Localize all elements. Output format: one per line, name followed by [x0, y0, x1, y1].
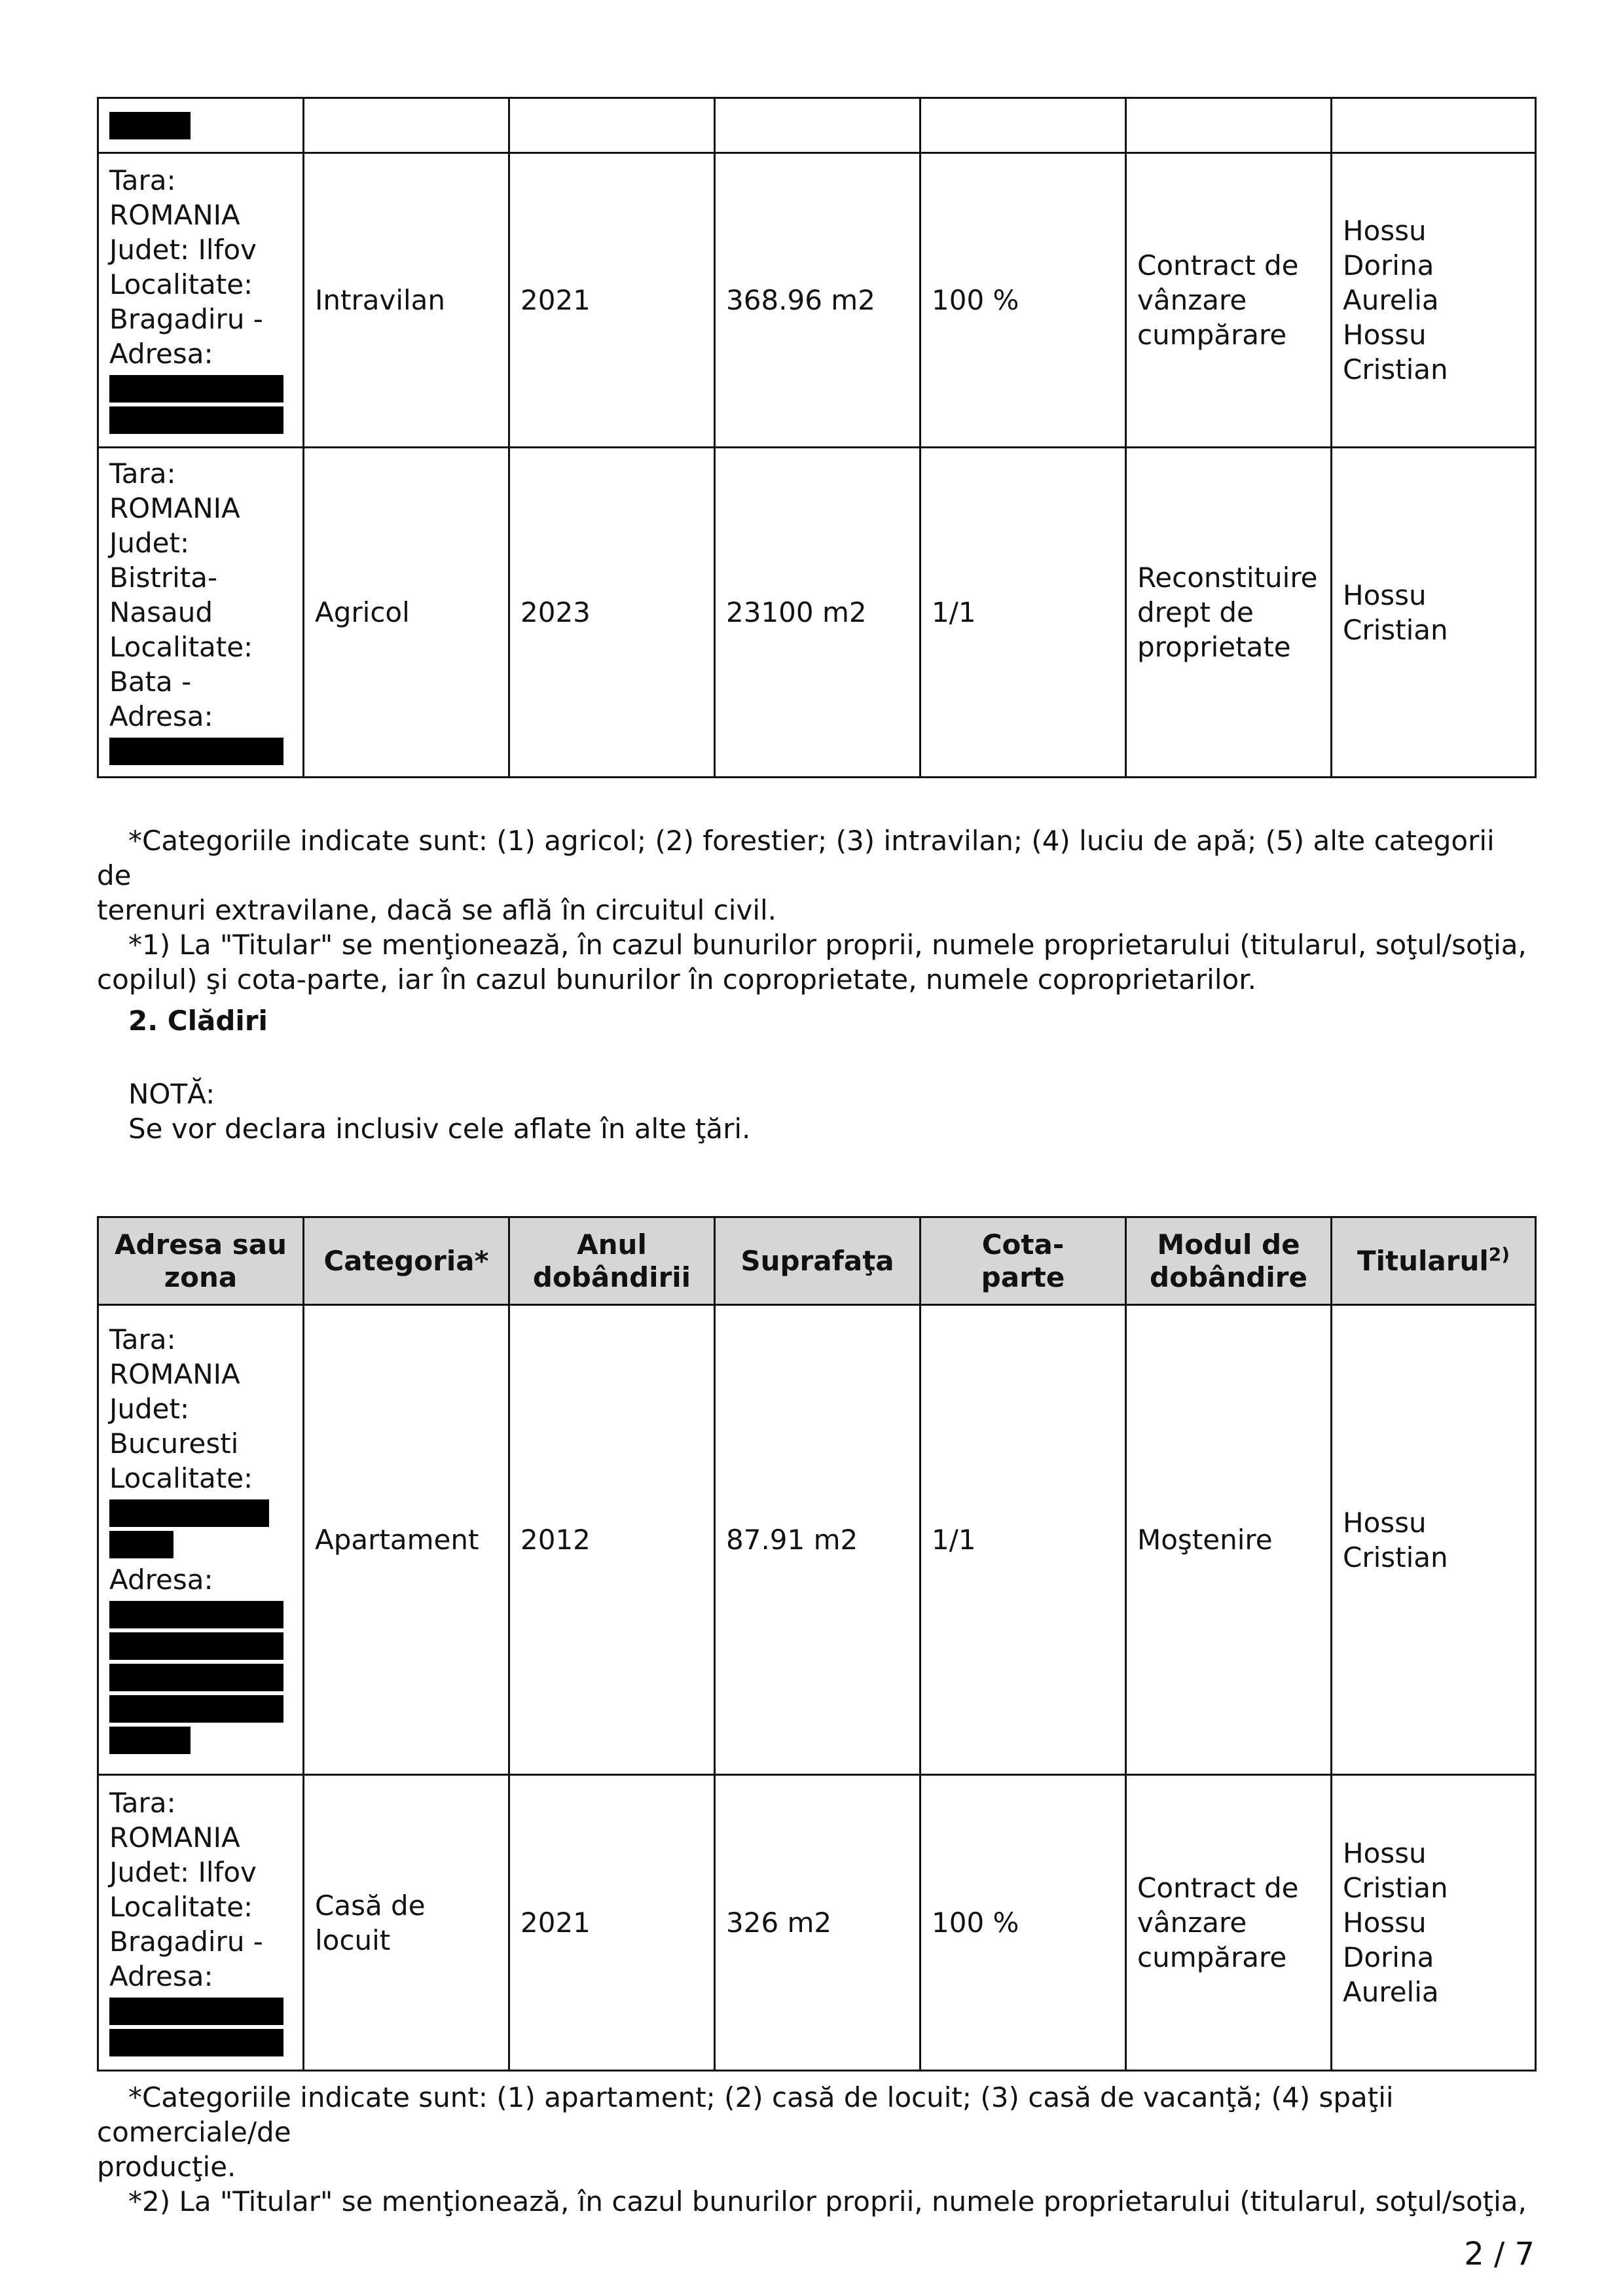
holder-line: Dorina: [1343, 249, 1434, 281]
note-line: terenuri extravilane, dacă se află în circuitul civil.: [97, 894, 777, 926]
holder-line: Cristian: [1343, 1541, 1448, 1573]
mode-cell: [1126, 1305, 1332, 1775]
year-cell: [509, 98, 715, 153]
header-share: [921, 1217, 1126, 1305]
redacted-block: [109, 375, 283, 403]
note-line: *1) La "Titular" se menţionează, în cazul bunurilor proprii, numele proprietarului (titularul, soţul/soţia,: [128, 929, 1527, 961]
address-line: ROMANIA: [109, 198, 240, 231]
header-text: parte: [981, 1261, 1065, 1293]
holder-line: Hossu: [1343, 579, 1427, 611]
header-area: Suprafaţa: [715, 1217, 921, 1305]
redacted-block: [109, 1531, 173, 1558]
holder-cell: [1332, 1775, 1536, 2071]
category-cell: Intravilan: [304, 153, 509, 448]
holder-line: Cristian: [1343, 353, 1448, 386]
holder-line: Aurelia: [1343, 284, 1439, 316]
table-row: [98, 153, 1536, 448]
mode-line: vânzare: [1137, 1907, 1247, 1939]
section-title: 2. Clădiri: [128, 1005, 268, 1037]
note-line: *Categoriile indicate sunt: (1) agricol; (2) forestier; (3) intravilan; (4) luciu de apă; (5) alte categorii de: [97, 825, 1495, 891]
area-cell: 368.96 m2: [715, 153, 921, 448]
holder-line: Hossu: [1343, 319, 1427, 351]
note-line: *2) La "Titular" se menţionează, în cazul bunurilor proprii, numele proprietarului (titularul, soţul/soţia,: [128, 2185, 1527, 2217]
redacted-block: [109, 1727, 191, 1754]
holder-line: Hossu: [1343, 215, 1427, 247]
address-line: Bata -: [109, 665, 192, 698]
year-cell: 2023: [509, 448, 715, 778]
mode-line: Contract de: [1137, 1872, 1299, 1904]
holder-line: Aurelia: [1343, 1976, 1439, 2008]
address-line: Adresa:: [109, 1563, 213, 1596]
year-cell: 2012: [509, 1305, 715, 1775]
redacted-block: [109, 1998, 283, 2025]
table-header-row: [98, 1217, 1536, 1305]
nota-text: Se vor declara inclusiv cele aflate în alte ţări.: [128, 1113, 751, 1145]
mode-line: drept de: [1137, 596, 1254, 628]
redacted-block: [109, 406, 283, 434]
holder-line: Hossu: [1343, 1506, 1427, 1539]
address-line: ROMANIA: [109, 1821, 240, 1854]
header-text: Anul: [577, 1228, 647, 1261]
mode-cell: [1126, 448, 1332, 778]
table-row: [98, 1305, 1536, 1775]
header-text: dobândire: [1150, 1261, 1307, 1293]
header-text: Titularul: [1357, 1244, 1489, 1277]
category-cell: [304, 98, 509, 153]
share-cell: 100 %: [921, 153, 1126, 448]
mode-cell: [1126, 98, 1332, 153]
category-line: Casă de: [315, 1889, 426, 1922]
mode-line: cumpărare: [1137, 319, 1287, 351]
address-line: Bistrita-: [109, 561, 218, 594]
table-row: [98, 448, 1536, 778]
address-line: Tara:: [109, 1786, 176, 1819]
address-line: Bragadiru -: [109, 1925, 263, 1958]
page-number: 2 / 7: [1464, 2236, 1535, 2272]
address-line: Adresa:: [109, 337, 213, 370]
share-cell: [921, 98, 1126, 153]
mode-line: vânzare: [1137, 284, 1247, 316]
address-line: Judet:: [109, 1392, 190, 1425]
building-notes: [97, 2080, 1535, 2219]
redacted-block: [109, 2029, 283, 2056]
address-line: Localitate:: [109, 1890, 253, 1923]
holder-cell: [1332, 448, 1536, 778]
header-text: Cota-: [981, 1228, 1065, 1261]
category-cell: [304, 1775, 509, 2071]
holder-line: Hossu: [1343, 1907, 1427, 1939]
header-mode: [1126, 1217, 1332, 1305]
address-line: Judet: Ilfov: [109, 233, 257, 266]
holder-line: Dorina: [1343, 1941, 1434, 1973]
holder-line: Cristian: [1343, 1872, 1448, 1904]
note-line: producţie.: [97, 2151, 236, 2183]
address-line: Localitate:: [109, 268, 253, 300]
nota-label: NOTĂ:: [128, 1078, 215, 1110]
year-cell: 2021: [509, 153, 715, 448]
address-line: Tara:: [109, 1323, 176, 1355]
mode-cell: [1126, 153, 1332, 448]
holder-cell: [1332, 98, 1536, 153]
redacted-block: [109, 1632, 283, 1660]
address-line: Judet: Ilfov: [109, 1856, 257, 1888]
footnote-marker: 2): [1488, 1243, 1510, 1265]
header-year: [509, 1217, 715, 1305]
address-cell: [98, 1305, 304, 1775]
table-row: [98, 1775, 1536, 2071]
mode-line: Reconstituire: [1137, 562, 1318, 594]
address-line: Tara:: [109, 164, 176, 196]
year-cell: 2021: [509, 1775, 715, 2071]
address-line: Localitate:: [109, 630, 253, 663]
header-text: Modul de: [1157, 1228, 1300, 1261]
address-line: Tara:: [109, 457, 176, 490]
address-cell: [98, 98, 304, 153]
redacted-block: [109, 738, 283, 765]
land-notes: [97, 823, 1535, 997]
header-text: zona: [164, 1261, 238, 1293]
holder-line: Cristian: [1343, 613, 1448, 646]
buildings-table: [97, 1216, 1537, 2072]
address-cell: [98, 1775, 304, 2071]
category-line: locuit: [315, 1924, 391, 1956]
header-text: dobândirii: [532, 1261, 691, 1293]
mode-cell: [1126, 1775, 1332, 2071]
header-address: [98, 1217, 304, 1305]
table-row: [98, 98, 1536, 153]
redacted-block: [109, 1601, 283, 1628]
holder-line: Hossu: [1343, 1837, 1427, 1869]
note-line: *Categoriile indicate sunt: (1) apartament; (2) casă de locuit; (3) casă de vacanţă; (4) spaţii comerciale/de: [97, 2081, 1394, 2148]
address-line: Judet:: [109, 526, 190, 559]
header-category: Categoria*: [304, 1217, 509, 1305]
area-cell: 23100 m2: [715, 448, 921, 778]
category-cell: Apartament: [304, 1305, 509, 1775]
redacted-block: [109, 112, 191, 139]
header-text: Adresa sau: [115, 1228, 287, 1261]
share-cell: 1/1: [921, 1305, 1126, 1775]
address-line: Bucuresti: [109, 1427, 239, 1460]
holder-cell: [1332, 153, 1536, 448]
address-cell: [98, 448, 304, 778]
address-line: Localitate:: [109, 1462, 253, 1494]
address-line: Adresa:: [109, 700, 213, 732]
address-line: ROMANIA: [109, 492, 240, 524]
note-line: copilul) şi cota-parte, iar în cazul bunurilor în coproprietate, numele coproprietarilor.: [97, 963, 1256, 996]
land-table: [97, 97, 1537, 778]
share-cell: 100 %: [921, 1775, 1126, 2071]
mode-line: Contract de: [1137, 249, 1299, 281]
address-line: Nasaud: [109, 596, 213, 628]
mode-line: cumpărare: [1137, 1941, 1287, 1973]
redacted-block: [109, 1695, 283, 1723]
address-line: ROMANIA: [109, 1357, 240, 1390]
area-cell: 326 m2: [715, 1775, 921, 2071]
address-line: Bragadiru -: [109, 302, 263, 335]
address-cell: [98, 153, 304, 448]
area-cell: [715, 98, 921, 153]
area-cell: 87.91 m2: [715, 1305, 921, 1775]
mode-line: proprietate: [1137, 631, 1291, 663]
category-cell: Agricol: [304, 448, 509, 778]
mode-line: Moştenire: [1137, 1524, 1273, 1556]
redacted-block: [109, 1664, 283, 1691]
address-line: Adresa:: [109, 1960, 213, 1992]
holder-cell: [1332, 1305, 1536, 1775]
header-holder: [1332, 1217, 1536, 1305]
redacted-block: [109, 1499, 269, 1527]
share-cell: 1/1: [921, 448, 1126, 778]
